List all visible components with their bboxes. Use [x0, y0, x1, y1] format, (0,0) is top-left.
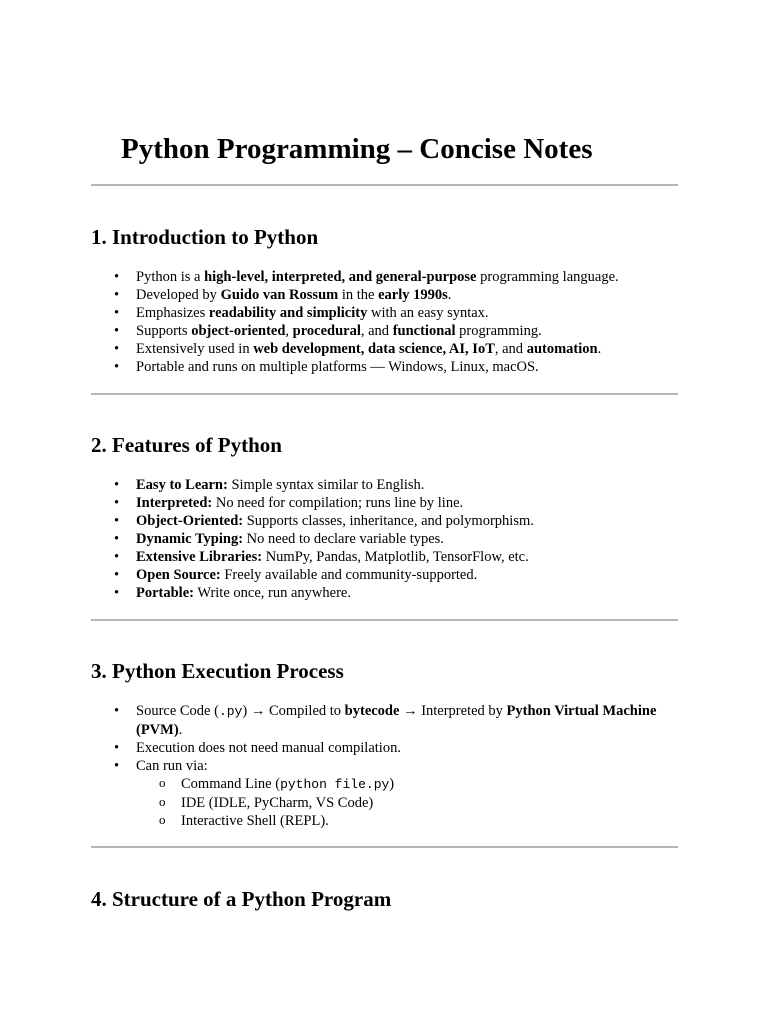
list-item: o Command Line (python file.py): [181, 775, 678, 794]
list-item: • Portable: Write once, run anywhere.: [136, 584, 678, 602]
list-item: • Portable and runs on multiple platforms — Windows, Linux, macOS.: [136, 358, 678, 376]
list-item: • Source Code (.py) → Compiled to bytecode → Interpreted by Python Virtual Machine (PVM).: [136, 702, 678, 739]
list-item: • Dynamic Typing: No need to declare variable types.: [136, 530, 678, 548]
list-item: • Developed by Guido van Rossum in the early 1990s.: [136, 286, 678, 304]
list-item: • Execution does not need manual compilation.: [136, 739, 678, 757]
divider: [91, 619, 678, 621]
list-item: • Extensive Libraries: NumPy, Pandas, Matplotlib, TensorFlow, etc.: [136, 548, 678, 566]
section-heading-structure: 4. Structure of a Python Program: [91, 887, 392, 911]
list-item: • Interpreted: No need for compilation; runs line by line.: [136, 494, 678, 512]
list-item: o Interactive Shell (REPL).: [181, 812, 678, 830]
divider: [91, 393, 678, 395]
list-item: • Open Source: Freely available and community-supported.: [136, 566, 678, 584]
divider: [91, 184, 678, 186]
list-item: o IDE (IDLE, PyCharm, VS Code): [181, 794, 678, 812]
list-item: • Python is a high-level, interpreted, and general-purpose programming language.: [136, 268, 678, 286]
list-item: • Supports object-oriented, procedural, and functional programming.: [136, 322, 678, 340]
list-item: • Can run via: o Command Line (python file.py) o IDE (IDLE, PyCharm, VS Code) o Interactive Shell (REPL).: [136, 757, 678, 830]
list-item: • Easy to Learn: Simple syntax similar to English.: [136, 476, 678, 494]
section-heading-execution: 3. Python Execution Process: [91, 659, 344, 683]
list-item: • Extensively used in web development, data science, AI, IoT, and automation.: [136, 340, 678, 358]
features-list: [91, 476, 678, 602]
execution-list: [91, 702, 678, 830]
section-heading-features: 2. Features of Python: [91, 433, 282, 457]
section-heading-introduction: 1. Introduction to Python: [91, 225, 319, 249]
list-item: • Object-Oriented: Supports classes, inheritance, and polymorphism.: [136, 512, 678, 530]
introduction-list: [91, 268, 678, 376]
list-item: • Emphasizes readability and simplicity with an easy syntax.: [136, 304, 678, 322]
document-title: Python Programming – Concise Notes: [121, 133, 593, 165]
run-options-list: [136, 775, 678, 830]
divider: [91, 846, 678, 848]
